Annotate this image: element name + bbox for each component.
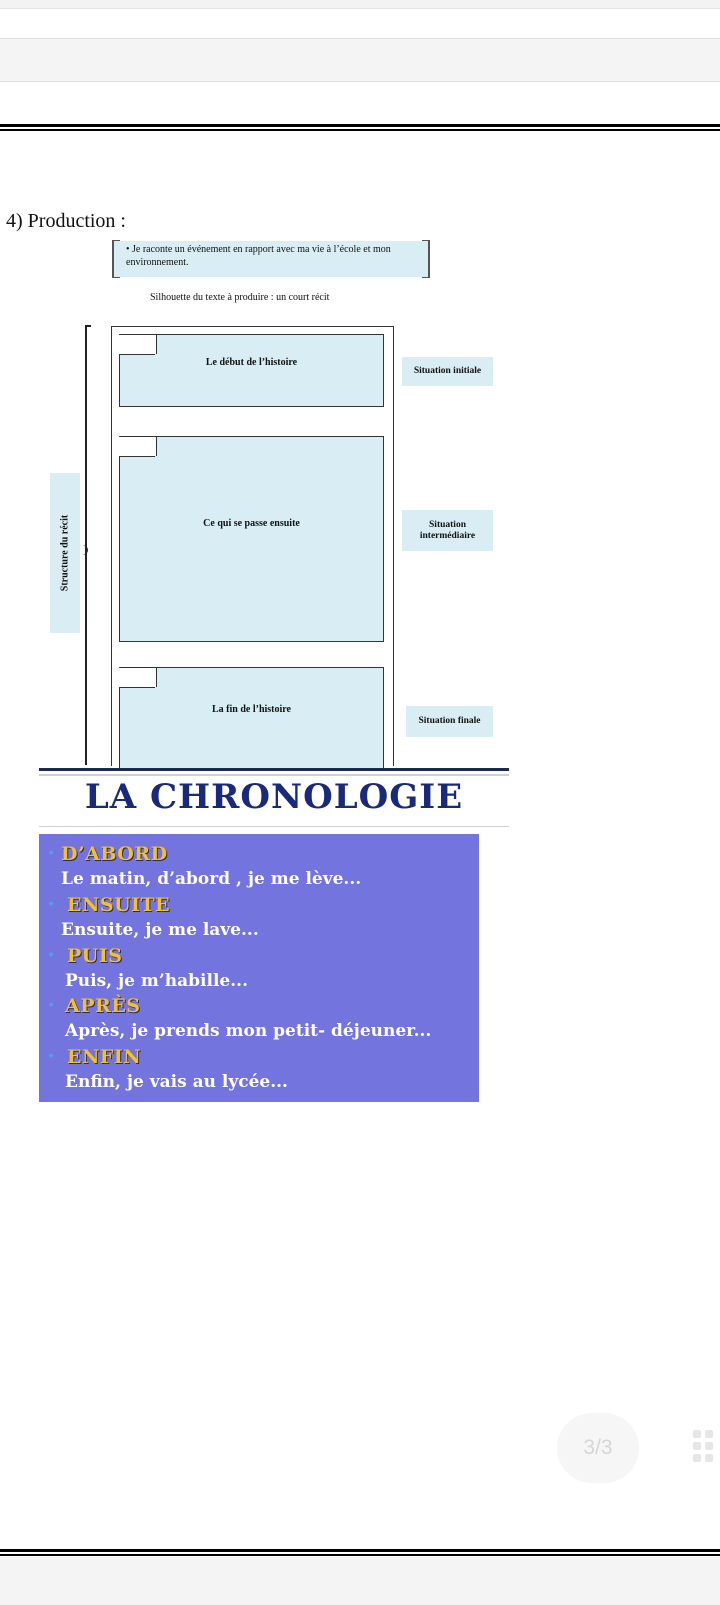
chrono-head: ENFIN (67, 1046, 142, 1068)
section-title: 4) Production : (6, 210, 126, 232)
divider (0, 129, 720, 131)
grid-icon[interactable] (693, 1430, 717, 1462)
story-box-text: Ce qui se passe ensuite (203, 518, 300, 529)
chrono-panel (39, 834, 479, 1102)
divider (0, 1549, 720, 1552)
chrono-head: D’ABORD (61, 843, 168, 865)
bullet-icon: • (47, 948, 56, 964)
situation-text: Situation finale (418, 716, 481, 726)
box-tab (119, 667, 157, 687)
situation-text: Situation intermédiaire (419, 519, 476, 541)
instruction-box (112, 241, 430, 277)
chrono-sentence: Après, je prends mon petit- déjeuner... (65, 1021, 432, 1041)
story-box-text: La fin de l’histoire (212, 704, 291, 715)
situation-text: Situation initiale (413, 366, 482, 376)
story-box-fin (119, 667, 384, 768)
structure-bracket-tick (85, 325, 91, 327)
story-box-text: Le début de l’histoire (205, 357, 298, 368)
divider (0, 124, 720, 127)
situation-label-intermediaire (402, 510, 493, 551)
chrono-sentence: Le matin, d’abord , je me lève... (61, 869, 362, 889)
situation-label-initiale (402, 357, 493, 386)
bottom-bar (0, 1557, 720, 1605)
bullet-icon: • (47, 897, 56, 913)
chrono-rule (39, 826, 509, 827)
divider (0, 1554, 720, 1556)
chrono-head: PUIS (67, 945, 123, 967)
chrono-top-rule (39, 768, 509, 771)
top-strip (0, 0, 720, 9)
chrono-sentence: Ensuite, je me lave... (61, 920, 259, 940)
chrono-sentence: Puis, je m’habille... (65, 971, 249, 991)
bullet-icon: • (47, 998, 56, 1014)
page-counter[interactable] (557, 1413, 639, 1483)
toolbar-bar (0, 38, 720, 82)
bullet-icon: • (47, 1049, 56, 1065)
story-box-ensuite (119, 436, 384, 642)
story-box-debut (119, 334, 384, 407)
bullet-icon: • (47, 846, 56, 862)
structure-label (50, 473, 80, 633)
chrono-rule (39, 774, 509, 776)
box-tab (119, 334, 157, 354)
instruction-text: • Je raconte un événement en rapport avec ma vie à l’école et mon environnement. (126, 244, 391, 268)
chrono-head: APRÈS (65, 995, 141, 1017)
chrono-sentence: Enfin, je vais au lycée... (65, 1072, 288, 1092)
box-tab (119, 436, 157, 456)
situation-label-finale (406, 706, 493, 737)
chrono-title: LA CHRONOLOGIE (84, 777, 464, 817)
structure-label-text: Structure du récit (59, 514, 71, 592)
chrono-head: ENSUITE (67, 894, 171, 916)
silhouette-caption: Silhouette du texte à produire : un court récit (150, 292, 330, 303)
page-counter-text: 3/3 (583, 1436, 613, 1459)
